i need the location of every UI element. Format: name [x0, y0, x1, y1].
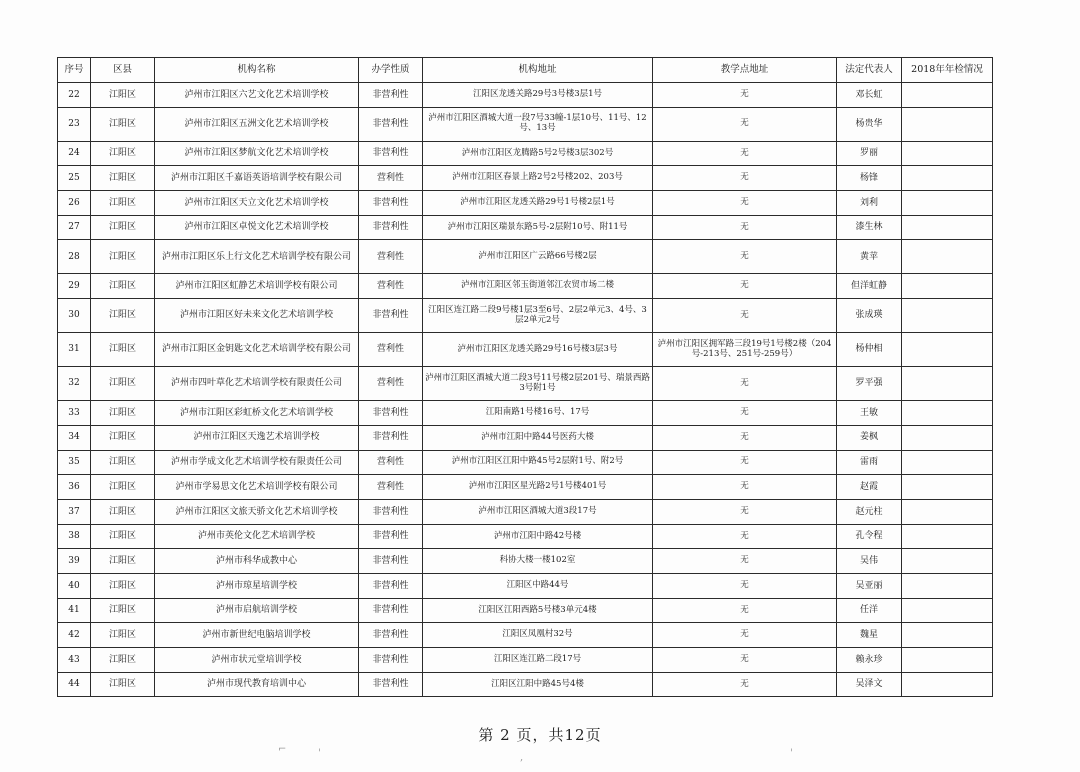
cell-teaching-site: 无: [653, 475, 837, 500]
cell-district: 江阳区: [91, 648, 155, 673]
table-row: [58, 333, 993, 367]
cell-inspection: [902, 141, 993, 166]
table-row: [58, 475, 993, 500]
cell-inspection: [902, 573, 993, 598]
cell-address: 泸州市江阳区酒城大道一段7号33幢-1层10号、11号、12号、13号: [423, 107, 653, 141]
cell-teaching-site: 无: [653, 573, 837, 598]
cell-teaching-site: 无: [653, 83, 837, 108]
cell-address: 泸州市江阳中路44号医药大楼: [423, 425, 653, 450]
cell-legal-rep: 但洋虹静: [837, 274, 902, 299]
cell-district: 江阳区: [91, 166, 155, 191]
cell-inspection: [902, 475, 993, 500]
cell-address: 泸州市江阳区龙透关路29号16号楼3层3号: [423, 333, 653, 367]
cell-legal-rep: 张成瑛: [837, 299, 902, 333]
cell-nature: 营利性: [359, 166, 423, 191]
cell-index: 31: [58, 333, 91, 367]
cell-index: 26: [58, 191, 91, 216]
cell-teaching-site: 无: [653, 672, 837, 697]
cell-index: 25: [58, 166, 91, 191]
cell-nature: 非营利性: [359, 83, 423, 108]
cell-district: 江阳区: [91, 549, 155, 574]
cell-legal-rep: 杨贵华: [837, 107, 902, 141]
cell-address: 科协大楼一楼102室: [423, 549, 653, 574]
cell-teaching-site: 无: [653, 549, 837, 574]
column-header: 办学性质: [359, 58, 423, 83]
table-row: [58, 425, 993, 450]
cell-address: 江阳区江阳西路5号楼3单元4楼: [423, 598, 653, 623]
table-row: [58, 623, 993, 648]
cell-address: 泸州市江阳区酒城大道二段3号11号楼2层201号、瑞景西路3号附1号: [423, 367, 653, 401]
column-header: 序号: [58, 58, 91, 83]
cell-district: 江阳区: [91, 573, 155, 598]
table-row: [58, 107, 993, 141]
cell-institution-name: 泸州市状元堂培训学校: [155, 648, 359, 673]
column-header: 法定代表人: [837, 58, 902, 83]
table-row: [58, 401, 993, 426]
cell-index: 39: [58, 549, 91, 574]
cell-teaching-site: 无: [653, 191, 837, 216]
cell-nature: 非营利性: [359, 672, 423, 697]
cell-nature: 营利性: [359, 333, 423, 367]
cell-address: 泸州市江阳区春景上路2号2号楼202、203号: [423, 166, 653, 191]
table-header-row: [58, 58, 993, 83]
cell-nature: 非营利性: [359, 623, 423, 648]
cell-legal-rep: 邓长虹: [837, 83, 902, 108]
cell-district: 江阳区: [91, 367, 155, 401]
cell-district: 江阳区: [91, 333, 155, 367]
cell-address: 泸州市江阳中路42号楼: [423, 524, 653, 549]
cell-index: 27: [58, 215, 91, 240]
cell-institution-name: 泸州市琼星培训学校: [155, 573, 359, 598]
cell-district: 江阳区: [91, 299, 155, 333]
cell-district: 江阳区: [91, 623, 155, 648]
cell-inspection: [902, 274, 993, 299]
column-header: 机构地址: [423, 58, 653, 83]
cell-institution-name: 泸州市学成文化艺术培训学校有限责任公司: [155, 450, 359, 475]
scan-speck: ,: [520, 752, 524, 763]
table-row: [58, 166, 993, 191]
cell-address: 江阳区龙透关路29号3号楼3层1号: [423, 83, 653, 108]
cell-nature: 非营利性: [359, 401, 423, 426]
cell-institution-name: 泸州市江阳区金钥匙文化艺术培训学校有限公司: [155, 333, 359, 367]
cell-institution-name: 泸州市启航培训学校: [155, 598, 359, 623]
cell-nature: 非营利性: [359, 425, 423, 450]
cell-legal-rep: 黄苹: [837, 240, 902, 274]
cell-legal-rep: 罗平强: [837, 367, 902, 401]
cell-institution-name: 泸州市江阳区天立文化艺术培训学校: [155, 191, 359, 216]
cell-legal-rep: 姜枫: [837, 425, 902, 450]
cell-inspection: [902, 425, 993, 450]
cell-district: 江阳区: [91, 215, 155, 240]
cell-teaching-site: 无: [653, 623, 837, 648]
table-row: [58, 499, 993, 524]
cell-district: 江阳区: [91, 598, 155, 623]
cell-legal-rep: 罗丽: [837, 141, 902, 166]
cell-index: 29: [58, 274, 91, 299]
cell-institution-name: 泸州市江阳区文旅天骄文化艺术培训学校: [155, 499, 359, 524]
table-row: [58, 215, 993, 240]
cell-legal-rep: 魏星: [837, 623, 902, 648]
table-row: [58, 672, 993, 697]
cell-inspection: [902, 299, 993, 333]
cell-address: 江阳区凤凰村32号: [423, 623, 653, 648]
table-row: [58, 549, 993, 574]
cell-index: 23: [58, 107, 91, 141]
cell-address: 江阳区中路44号: [423, 573, 653, 598]
column-header: 机构名称: [155, 58, 359, 83]
cell-index: 44: [58, 672, 91, 697]
table-row: [58, 299, 993, 333]
cell-address: 江阳南路1号楼16号、17号: [423, 401, 653, 426]
cell-institution-name: 泸州市江阳区乐上行文化艺术培训学校有限公司: [155, 240, 359, 274]
scan-speck: ⌐: [278, 744, 287, 755]
cell-institution-name: 泸州市科华成教中心: [155, 549, 359, 574]
cell-inspection: [902, 191, 993, 216]
cell-legal-rep: 任洋: [837, 598, 902, 623]
cell-inspection: [902, 623, 993, 648]
cell-teaching-site: 无: [653, 450, 837, 475]
cell-inspection: [902, 549, 993, 574]
cell-district: 江阳区: [91, 191, 155, 216]
table-row: [58, 274, 993, 299]
table-row: [58, 141, 993, 166]
cell-inspection: [902, 524, 993, 549]
cell-inspection: [902, 240, 993, 274]
cell-address: 泸州市江阳区瑞景东路5号-2层附10号、附11号: [423, 215, 653, 240]
table-body: [58, 83, 993, 697]
cell-institution-name: 泸州市新世纪电脑培训学校: [155, 623, 359, 648]
cell-district: 江阳区: [91, 274, 155, 299]
cell-inspection: [902, 367, 993, 401]
cell-nature: 非营利性: [359, 499, 423, 524]
cell-index: 43: [58, 648, 91, 673]
cell-teaching-site: 无: [653, 367, 837, 401]
table-row: [58, 524, 993, 549]
cell-index: 30: [58, 299, 91, 333]
cell-inspection: [902, 648, 993, 673]
cell-address: 泸州市江阳区广云路66号楼2层: [423, 240, 653, 274]
cell-inspection: [902, 83, 993, 108]
cell-legal-rep: 王敏: [837, 401, 902, 426]
cell-teaching-site: 泸州市江阳区拥军路三段19号1号楼2楼（204号-213号、251号-259号）: [653, 333, 837, 367]
cell-nature: 非营利性: [359, 549, 423, 574]
cell-institution-name: 泸州市江阳区六艺文化艺术培训学校: [155, 83, 359, 108]
cell-index: 38: [58, 524, 91, 549]
cell-district: 江阳区: [91, 401, 155, 426]
cell-nature: 非营利性: [359, 598, 423, 623]
cell-teaching-site: 无: [653, 524, 837, 549]
cell-legal-rep: 吴伟: [837, 549, 902, 574]
cell-teaching-site: 无: [653, 215, 837, 240]
cell-nature: 非营利性: [359, 107, 423, 141]
cell-institution-name: 泸州市江阳区五洲文化艺术培训学校: [155, 107, 359, 141]
cell-legal-rep: 孔令程: [837, 524, 902, 549]
table-row: [58, 598, 993, 623]
cell-index: 32: [58, 367, 91, 401]
cell-index: 24: [58, 141, 91, 166]
cell-district: 江阳区: [91, 141, 155, 166]
cell-address: 泸州市江阳区邻玉街道邻江农贸市场二楼: [423, 274, 653, 299]
cell-inspection: [902, 499, 993, 524]
cell-district: 江阳区: [91, 240, 155, 274]
cell-institution-name: 泸州市江阳区卓悦文化艺术培训学校: [155, 215, 359, 240]
cell-teaching-site: 无: [653, 425, 837, 450]
table-row: [58, 240, 993, 274]
cell-district: 江阳区: [91, 107, 155, 141]
cell-address: 泸州市江阳区酒城大道3段17号: [423, 499, 653, 524]
cell-nature: 非营利性: [359, 191, 423, 216]
cell-index: 36: [58, 475, 91, 500]
cell-nature: 非营利性: [359, 648, 423, 673]
table-row: [58, 191, 993, 216]
cell-district: 江阳区: [91, 450, 155, 475]
cell-teaching-site: 无: [653, 401, 837, 426]
table-row: [58, 648, 993, 673]
cell-inspection: [902, 107, 993, 141]
cell-institution-name: 泸州市江阳区虹静艺术培训学校有限公司: [155, 274, 359, 299]
cell-nature: 营利性: [359, 240, 423, 274]
scan-speck: ': [790, 748, 793, 759]
page-number: 第 2 页，共12页: [478, 726, 602, 744]
cell-index: 33: [58, 401, 91, 426]
cell-teaching-site: 无: [653, 240, 837, 274]
table-row: [58, 573, 993, 598]
cell-nature: 营利性: [359, 475, 423, 500]
cell-index: 37: [58, 499, 91, 524]
cell-inspection: [902, 450, 993, 475]
cell-institution-name: 泸州市江阳区天逸艺术培训学校: [155, 425, 359, 450]
cell-nature: 营利性: [359, 450, 423, 475]
cell-legal-rep: 漆生林: [837, 215, 902, 240]
cell-district: 江阳区: [91, 475, 155, 500]
cell-district: 江阳区: [91, 425, 155, 450]
cell-legal-rep: 赵元柱: [837, 499, 902, 524]
cell-inspection: [902, 333, 993, 367]
cell-legal-rep: 雷雨: [837, 450, 902, 475]
cell-index: 22: [58, 83, 91, 108]
cell-inspection: [902, 672, 993, 697]
cell-index: 35: [58, 450, 91, 475]
cell-legal-rep: 吴泽文: [837, 672, 902, 697]
cell-address: 江阳区江阳中路45号4楼: [423, 672, 653, 697]
cell-address: 泸州市江阳区龙透关路29号1号楼2层1号: [423, 191, 653, 216]
cell-address: 泸州市江阳区星光路2号1号楼401号: [423, 475, 653, 500]
cell-legal-rep: 杨锋: [837, 166, 902, 191]
cell-institution-name: 泸州市英伦文化艺术培训学校: [155, 524, 359, 549]
cell-institution-name: 泸州市四叶草化艺术培训学校有限责任公司: [155, 367, 359, 401]
cell-address: 泸州市江阳区龙腾路5号2号楼3层302号: [423, 141, 653, 166]
cell-legal-rep: 赖永珍: [837, 648, 902, 673]
cell-institution-name: 泸州市现代教育培训中心: [155, 672, 359, 697]
cell-nature: 非营利性: [359, 573, 423, 598]
cell-index: 28: [58, 240, 91, 274]
cell-teaching-site: 无: [653, 274, 837, 299]
cell-teaching-site: 无: [653, 299, 837, 333]
cell-institution-name: 泸州市江阳区彩虹桥文化艺术培训学校: [155, 401, 359, 426]
cell-district: 江阳区: [91, 499, 155, 524]
cell-legal-rep: 吴亚丽: [837, 573, 902, 598]
cell-teaching-site: 无: [653, 499, 837, 524]
cell-institution-name: 泸州市江阳区梦航文化艺术培训学校: [155, 141, 359, 166]
column-header: 2018年年检情况: [902, 58, 993, 83]
cell-teaching-site: 无: [653, 166, 837, 191]
cell-legal-rep: 刘利: [837, 191, 902, 216]
cell-institution-name: 泸州市学易思文化艺术培训学校有限公司: [155, 475, 359, 500]
cell-teaching-site: 无: [653, 141, 837, 166]
cell-nature: 非营利性: [359, 299, 423, 333]
column-header: 区县: [91, 58, 155, 83]
cell-address: 江阳区连江路二段9号楼1层3至6号、2层2单元3、4号、3层2单元2号: [423, 299, 653, 333]
cell-district: 江阳区: [91, 83, 155, 108]
cell-index: 34: [58, 425, 91, 450]
column-header: 教学点地址: [653, 58, 837, 83]
cell-institution-name: 泸州市江阳区千嘉语英语培训学校有限公司: [155, 166, 359, 191]
cell-inspection: [902, 401, 993, 426]
institution-table: [57, 57, 993, 697]
cell-inspection: [902, 215, 993, 240]
table-row: [58, 367, 993, 401]
cell-nature: 营利性: [359, 274, 423, 299]
cell-nature: 非营利性: [359, 215, 423, 240]
cell-index: 41: [58, 598, 91, 623]
cell-district: 江阳区: [91, 524, 155, 549]
cell-address: 泸州市江阳区江阳中路45号2层附1号、附2号: [423, 450, 653, 475]
cell-index: 40: [58, 573, 91, 598]
cell-legal-rep: 杨仲相: [837, 333, 902, 367]
table-row: [58, 450, 993, 475]
cell-teaching-site: 无: [653, 648, 837, 673]
table-row: [58, 83, 993, 108]
cell-address: 江阳区连江路二段17号: [423, 648, 653, 673]
cell-nature: 营利性: [359, 367, 423, 401]
cell-institution-name: 泸州市江阳区好未来文化艺术培训学校: [155, 299, 359, 333]
scan-speck: ': [318, 748, 321, 759]
cell-nature: 非营利性: [359, 141, 423, 166]
cell-index: 42: [58, 623, 91, 648]
cell-teaching-site: 无: [653, 107, 837, 141]
cell-district: 江阳区: [91, 672, 155, 697]
cell-inspection: [902, 598, 993, 623]
cell-teaching-site: 无: [653, 598, 837, 623]
cell-inspection: [902, 166, 993, 191]
cell-legal-rep: 赵霞: [837, 475, 902, 500]
cell-nature: 非营利性: [359, 524, 423, 549]
